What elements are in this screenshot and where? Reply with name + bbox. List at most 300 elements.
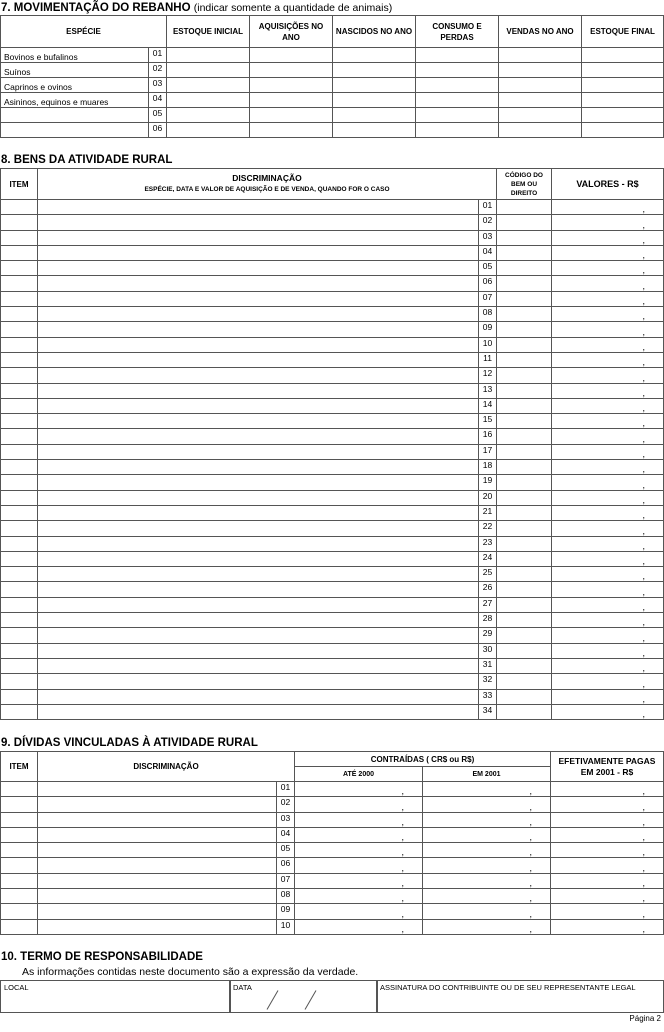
valor-cell[interactable]: , — [552, 505, 664, 520]
item-cell[interactable] — [1, 398, 38, 413]
codigo-cell[interactable] — [497, 230, 552, 245]
item-cell[interactable] — [1, 276, 38, 291]
discriminacao-cell[interactable] — [38, 782, 277, 797]
item-cell[interactable] — [1, 873, 38, 888]
quantity-cell[interactable] — [167, 78, 250, 93]
quantity-cell[interactable] — [250, 48, 333, 63]
quantity-cell[interactable] — [333, 48, 416, 63]
item-cell[interactable] — [1, 567, 38, 582]
row-number: 25 — [479, 567, 497, 582]
codigo-cell[interactable] — [497, 215, 552, 230]
row-number: 28 — [479, 613, 497, 628]
pagas-cell[interactable]: , — [551, 782, 664, 797]
valor-cell[interactable]: , — [552, 551, 664, 566]
asset-row — [1, 368, 664, 383]
asset-row — [1, 521, 664, 536]
ate-2000-cell[interactable]: , — [295, 904, 423, 919]
row-number: 01 — [277, 782, 295, 797]
pagas-cell[interactable]: , — [551, 812, 664, 827]
quantity-cell[interactable] — [416, 93, 499, 108]
row-number: 06 — [149, 123, 167, 138]
discriminacao-cell[interactable] — [38, 307, 479, 322]
valor-cell[interactable]: , — [552, 658, 664, 673]
codigo-cell[interactable] — [497, 643, 552, 658]
livestock-row — [1, 48, 664, 63]
header-discriminacao: DISCRIMINAÇÃO — [38, 752, 295, 782]
local-field[interactable] — [0, 980, 231, 1013]
pagas-cell[interactable]: , — [551, 889, 664, 904]
quantity-cell[interactable] — [167, 93, 250, 108]
discriminacao-cell[interactable] — [38, 444, 479, 459]
pagas-cell[interactable]: , — [551, 858, 664, 873]
date-field[interactable] — [229, 980, 378, 1013]
valor-cell[interactable]: , — [552, 444, 664, 459]
item-cell[interactable] — [1, 582, 38, 597]
codigo-cell[interactable] — [497, 628, 552, 643]
item-cell[interactable] — [1, 475, 38, 490]
codigo-cell[interactable] — [497, 582, 552, 597]
discriminacao-cell[interactable] — [38, 643, 479, 658]
valor-cell[interactable]: , — [552, 291, 664, 306]
codigo-cell[interactable] — [497, 429, 552, 444]
row-number: 09 — [479, 322, 497, 337]
valor-cell[interactable]: , — [552, 200, 664, 215]
discriminacao-cell[interactable] — [38, 490, 479, 505]
item-cell[interactable] — [1, 551, 38, 566]
asset-row — [1, 505, 664, 520]
em-2001-cell[interactable]: , — [423, 889, 551, 904]
signature-field[interactable] — [376, 980, 664, 1013]
pagas-cell[interactable]: , — [551, 904, 664, 919]
ate-2000-cell[interactable]: , — [295, 858, 423, 873]
discriminacao-cell[interactable] — [38, 551, 479, 566]
pagas-cell[interactable]: , — [551, 827, 664, 842]
quantity-cell[interactable] — [499, 123, 582, 138]
valor-cell[interactable]: , — [552, 322, 664, 337]
codigo-cell[interactable] — [497, 307, 552, 322]
header-ate-2000: ATÉ 2000 — [295, 767, 423, 782]
pagas-cell[interactable]: , — [551, 873, 664, 888]
valor-cell[interactable]: , — [552, 689, 664, 704]
row-number: 14 — [479, 398, 497, 413]
codigo-cell[interactable] — [497, 368, 552, 383]
quantity-cell[interactable] — [582, 48, 664, 63]
valor-cell[interactable]: , — [552, 368, 664, 383]
row-number: 01 — [479, 200, 497, 215]
discriminacao-cell[interactable] — [38, 276, 479, 291]
row-number: 08 — [479, 307, 497, 322]
pagas-cell[interactable]: , — [551, 919, 664, 934]
codigo-cell[interactable] — [497, 291, 552, 306]
item-cell[interactable] — [1, 919, 38, 934]
valor-cell[interactable]: , — [552, 490, 664, 505]
em-2001-cell[interactable]: , — [423, 843, 551, 858]
quantity-cell[interactable] — [167, 48, 250, 63]
item-cell[interactable] — [1, 521, 38, 536]
item-cell[interactable] — [1, 597, 38, 612]
em-2001-cell[interactable]: , — [423, 782, 551, 797]
header-item: ITEM — [1, 169, 38, 200]
valor-cell[interactable]: , — [552, 597, 664, 612]
quantity-cell[interactable] — [582, 93, 664, 108]
debt-row — [1, 843, 664, 858]
codigo-cell[interactable] — [497, 536, 552, 551]
discriminacao-cell[interactable] — [38, 613, 479, 628]
responsibility-statement: As informações contidas neste documento são a expressão da verdade. — [22, 966, 359, 978]
quantity-cell[interactable] — [416, 108, 499, 123]
discriminacao-cell[interactable] — [38, 919, 277, 934]
quantity-cell[interactable] — [250, 123, 333, 138]
quantity-cell[interactable] — [499, 63, 582, 78]
asset-row — [1, 337, 664, 352]
codigo-cell[interactable] — [497, 704, 552, 719]
valor-cell[interactable]: , — [552, 337, 664, 352]
asset-row — [1, 414, 664, 429]
item-cell[interactable] — [1, 658, 38, 673]
discriminacao-cell[interactable] — [38, 230, 479, 245]
codigo-cell[interactable] — [497, 475, 552, 490]
row-number: 31 — [479, 658, 497, 673]
item-cell[interactable] — [1, 383, 38, 398]
species-label — [1, 123, 149, 138]
valor-cell[interactable]: , — [552, 628, 664, 643]
item-cell[interactable] — [1, 536, 38, 551]
asset-row — [1, 200, 664, 215]
discriminacao-cell[interactable] — [38, 521, 479, 536]
discriminacao-cell[interactable] — [38, 628, 479, 643]
em-2001-cell[interactable]: , — [423, 827, 551, 842]
discriminacao-cell[interactable] — [38, 322, 479, 337]
section-7-heading: 7. MOVIMENTAÇÃO DO REBANHO — [1, 2, 191, 14]
discriminacao-cell[interactable] — [38, 475, 479, 490]
valor-cell[interactable]: , — [552, 414, 664, 429]
row-number: 34 — [479, 704, 497, 719]
discriminacao-cell[interactable] — [38, 567, 479, 582]
quantity-cell[interactable] — [333, 108, 416, 123]
row-number: 11 — [479, 352, 497, 367]
ate-2000-cell[interactable]: , — [295, 797, 423, 812]
discriminacao-cell[interactable] — [38, 291, 479, 306]
asset-row — [1, 444, 664, 459]
quantity-cell[interactable] — [499, 93, 582, 108]
section-9-title: 9. DÍVIDAS VINCULADAS À ATIVIDADE RURAL — [1, 737, 258, 749]
item-cell[interactable] — [1, 704, 38, 719]
discriminacao-cell[interactable] — [38, 873, 277, 888]
livestock-row — [1, 123, 664, 138]
codigo-cell[interactable] — [497, 261, 552, 276]
valor-cell[interactable]: , — [552, 383, 664, 398]
livestock-row — [1, 108, 664, 123]
valor-cell[interactable]: , — [552, 215, 664, 230]
quantity-cell[interactable] — [333, 78, 416, 93]
item-cell[interactable] — [1, 613, 38, 628]
asset-row — [1, 704, 664, 719]
debt-row — [1, 782, 664, 797]
asset-row — [1, 536, 664, 551]
valor-cell[interactable]: , — [552, 674, 664, 689]
codigo-cell[interactable] — [497, 658, 552, 673]
codigo-cell[interactable] — [497, 689, 552, 704]
item-cell[interactable] — [1, 505, 38, 520]
discriminacao-cell[interactable] — [38, 261, 479, 276]
discriminacao-cell[interactable] — [38, 215, 479, 230]
livestock-row — [1, 78, 664, 93]
item-cell[interactable] — [1, 827, 38, 842]
discriminacao-cell[interactable] — [38, 368, 479, 383]
quantity-cell[interactable] — [582, 63, 664, 78]
codigo-cell[interactable] — [497, 414, 552, 429]
item-cell[interactable] — [1, 307, 38, 322]
item-cell[interactable] — [1, 490, 38, 505]
section-8-title: 8. BENS DA ATIVIDADE RURAL — [1, 154, 173, 166]
quantity-cell[interactable] — [167, 108, 250, 123]
discriminacao-cell[interactable] — [38, 889, 277, 904]
assets-table — [0, 168, 664, 720]
quantity-cell[interactable] — [416, 48, 499, 63]
codigo-cell[interactable] — [497, 505, 552, 520]
item-cell[interactable] — [1, 843, 38, 858]
row-number: 05 — [149, 108, 167, 123]
discriminacao-cell[interactable] — [38, 704, 479, 719]
item-cell[interactable] — [1, 782, 38, 797]
item-cell[interactable] — [1, 414, 38, 429]
valor-cell[interactable]: , — [552, 582, 664, 597]
signature-label: ASSINATURA DO CONTRIBUINTE OU DE SEU REPRESENTANTE LEGAL — [380, 983, 636, 992]
livestock-row — [1, 63, 664, 78]
discriminacao-cell[interactable] — [38, 674, 479, 689]
discriminacao-cell[interactable] — [38, 398, 479, 413]
codigo-cell[interactable] — [497, 460, 552, 475]
valor-cell[interactable]: , — [552, 352, 664, 367]
item-cell[interactable] — [1, 352, 38, 367]
discriminacao-cell[interactable] — [38, 827, 277, 842]
valor-cell[interactable]: , — [552, 261, 664, 276]
item-cell[interactable] — [1, 460, 38, 475]
valor-cell[interactable]: , — [552, 613, 664, 628]
quantity-cell[interactable] — [250, 93, 333, 108]
item-cell[interactable] — [1, 261, 38, 276]
item-cell[interactable] — [1, 429, 38, 444]
valor-cell[interactable]: , — [552, 245, 664, 260]
quantity-cell[interactable] — [250, 63, 333, 78]
discriminacao-cell[interactable] — [38, 200, 479, 215]
em-2001-cell[interactable]: , — [423, 904, 551, 919]
ate-2000-cell[interactable]: , — [295, 843, 423, 858]
valor-cell[interactable]: , — [552, 307, 664, 322]
livestock-table — [0, 15, 664, 138]
header-estoque-inicial: ESTOQUE INICIAL — [167, 16, 250, 48]
discriminacao-cell[interactable] — [38, 383, 479, 398]
discriminacao-cell[interactable] — [38, 689, 479, 704]
asset-row — [1, 398, 664, 413]
header-codigo: CÓDIGO DO BEM OU DIREITO — [497, 169, 552, 200]
quantity-cell[interactable] — [333, 63, 416, 78]
header-nascidos: NASCIDOS NO ANO — [333, 16, 416, 48]
quantity-cell[interactable] — [250, 108, 333, 123]
date-separator — [267, 990, 279, 1010]
item-cell[interactable] — [1, 215, 38, 230]
em-2001-cell[interactable]: , — [423, 919, 551, 934]
pagas-cell[interactable]: , — [551, 797, 664, 812]
discriminacao-cell[interactable] — [38, 505, 479, 520]
ate-2000-cell[interactable]: , — [295, 782, 423, 797]
codigo-cell[interactable] — [497, 383, 552, 398]
item-cell[interactable] — [1, 858, 38, 873]
item-cell[interactable] — [1, 245, 38, 260]
codigo-cell[interactable] — [497, 551, 552, 566]
valor-cell[interactable]: , — [552, 230, 664, 245]
codigo-cell[interactable] — [497, 337, 552, 352]
header-estoque-final: ESTOQUE FINAL — [582, 16, 664, 48]
quantity-cell[interactable] — [499, 48, 582, 63]
valor-cell[interactable]: , — [552, 704, 664, 719]
item-cell[interactable] — [1, 200, 38, 215]
discriminacao-cell[interactable] — [38, 858, 277, 873]
asset-row — [1, 674, 664, 689]
codigo-cell[interactable] — [497, 245, 552, 260]
asset-row — [1, 460, 664, 475]
quantity-cell[interactable] — [333, 123, 416, 138]
em-2001-cell[interactable]: , — [423, 812, 551, 827]
item-cell[interactable] — [1, 812, 38, 827]
quantity-cell[interactable] — [167, 123, 250, 138]
row-number: 20 — [479, 490, 497, 505]
asset-row — [1, 551, 664, 566]
asset-row — [1, 307, 664, 322]
item-cell[interactable] — [1, 322, 38, 337]
ate-2000-cell[interactable]: , — [295, 827, 423, 842]
quantity-cell[interactable] — [416, 63, 499, 78]
item-cell[interactable] — [1, 291, 38, 306]
em-2001-cell[interactable]: , — [423, 858, 551, 873]
row-number: 16 — [479, 429, 497, 444]
row-number: 30 — [479, 643, 497, 658]
asset-row — [1, 276, 664, 291]
item-cell[interactable] — [1, 689, 38, 704]
codigo-cell[interactable] — [497, 567, 552, 582]
row-number: 10 — [277, 919, 295, 934]
valor-cell[interactable]: , — [552, 521, 664, 536]
quantity-cell[interactable] — [167, 63, 250, 78]
valor-cell[interactable]: , — [552, 460, 664, 475]
discriminacao-cell[interactable] — [38, 414, 479, 429]
ate-2000-cell[interactable]: , — [295, 889, 423, 904]
discriminacao-cell[interactable] — [38, 582, 479, 597]
quantity-cell[interactable] — [416, 123, 499, 138]
item-cell[interactable] — [1, 889, 38, 904]
item-cell[interactable] — [1, 444, 38, 459]
codigo-cell[interactable] — [497, 322, 552, 337]
valor-cell[interactable]: , — [552, 398, 664, 413]
valor-cell[interactable]: , — [552, 276, 664, 291]
asset-row — [1, 643, 664, 658]
codigo-cell[interactable] — [497, 674, 552, 689]
item-cell[interactable] — [1, 904, 38, 919]
row-number: 29 — [479, 628, 497, 643]
row-number: 26 — [479, 582, 497, 597]
discriminacao-cell[interactable] — [38, 245, 479, 260]
valor-cell[interactable]: , — [552, 643, 664, 658]
quantity-cell[interactable] — [416, 78, 499, 93]
header-vendas: VENDAS NO ANO — [499, 16, 582, 48]
species-label: Caprinos e ovinos — [1, 78, 149, 93]
discriminacao-cell[interactable] — [38, 597, 479, 612]
codigo-cell[interactable] — [497, 521, 552, 536]
row-number: 13 — [479, 383, 497, 398]
discriminacao-cell[interactable] — [38, 843, 277, 858]
header-consumo: CONSUMO E PERDAS — [416, 16, 499, 48]
quantity-cell[interactable] — [499, 78, 582, 93]
valor-cell[interactable]: , — [552, 429, 664, 444]
species-label: Bovinos e bufalinos — [1, 48, 149, 63]
asset-row — [1, 613, 664, 628]
item-cell[interactable] — [1, 368, 38, 383]
codigo-cell[interactable] — [497, 352, 552, 367]
codigo-cell[interactable] — [497, 613, 552, 628]
em-2001-cell[interactable]: , — [423, 797, 551, 812]
discriminacao-cell[interactable] — [38, 658, 479, 673]
discriminacao-cell[interactable] — [38, 337, 479, 352]
valor-cell[interactable]: , — [552, 475, 664, 490]
item-cell[interactable] — [1, 674, 38, 689]
header-especie: ESPÉCIE — [1, 16, 167, 48]
item-cell[interactable] — [1, 797, 38, 812]
quantity-cell[interactable] — [582, 78, 664, 93]
item-cell[interactable] — [1, 337, 38, 352]
row-number: 06 — [277, 858, 295, 873]
discriminacao-cell[interactable] — [38, 460, 479, 475]
row-number: 32 — [479, 674, 497, 689]
row-number: 27 — [479, 597, 497, 612]
codigo-cell[interactable] — [497, 597, 552, 612]
codigo-cell[interactable] — [497, 444, 552, 459]
quantity-cell[interactable] — [582, 123, 664, 138]
ate-2000-cell[interactable]: , — [295, 812, 423, 827]
item-cell[interactable] — [1, 643, 38, 658]
pagas-cell[interactable]: , — [551, 843, 664, 858]
discriminacao-cell[interactable] — [38, 536, 479, 551]
valor-cell[interactable]: , — [552, 536, 664, 551]
assets-header-row — [1, 169, 664, 200]
livestock-row — [1, 93, 664, 108]
header-discriminacao — [38, 169, 497, 200]
valor-cell[interactable]: , — [552, 567, 664, 582]
discriminacao-cell[interactable] — [38, 812, 277, 827]
row-number: 04 — [149, 93, 167, 108]
row-number: 03 — [479, 230, 497, 245]
discriminacao-cell[interactable] — [38, 352, 479, 367]
quantity-cell[interactable] — [499, 108, 582, 123]
ate-2000-cell[interactable]: , — [295, 919, 423, 934]
codigo-cell[interactable] — [497, 200, 552, 215]
codigo-cell[interactable] — [497, 398, 552, 413]
debt-row — [1, 889, 664, 904]
item-cell[interactable] — [1, 230, 38, 245]
codigo-cell[interactable] — [497, 276, 552, 291]
quantity-cell[interactable] — [333, 93, 416, 108]
quantity-cell[interactable] — [250, 78, 333, 93]
codigo-cell[interactable] — [497, 490, 552, 505]
debt-row — [1, 858, 664, 873]
asset-row — [1, 475, 664, 490]
discriminacao-cell[interactable] — [38, 904, 277, 919]
ate-2000-cell[interactable]: , — [295, 873, 423, 888]
discriminacao-cell[interactable] — [38, 429, 479, 444]
em-2001-cell[interactable]: , — [423, 873, 551, 888]
discriminacao-cell[interactable] — [38, 797, 277, 812]
quantity-cell[interactable] — [582, 108, 664, 123]
item-cell[interactable] — [1, 628, 38, 643]
